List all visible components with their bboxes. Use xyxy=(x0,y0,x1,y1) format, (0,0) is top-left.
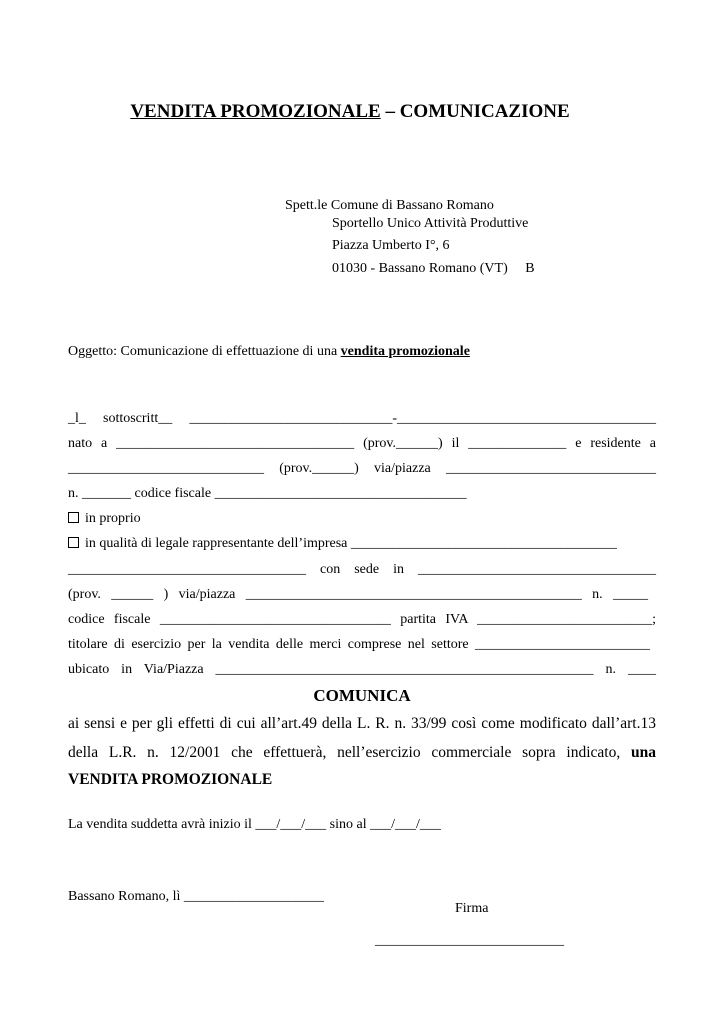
option-in-proprio-label: in proprio xyxy=(85,511,141,526)
dates-line: La vendita suddetta avrà inizio il ___/___/___ sino al ___/___/___ xyxy=(68,817,441,832)
comunica-paragraph-2-text: della L.R. n. 12/2001 che effettuerà, nell’esercizio commerciale sopra indicato, xyxy=(68,744,621,761)
comunica-heading: COMUNICA xyxy=(313,686,411,705)
recipient-suffix: B xyxy=(525,261,535,276)
form-line-ubicazione: ubicato in Via/Piazza ______________________________________________________ n. ____ xyxy=(68,662,656,677)
form-line-sottoscritto: _l_ sottoscritt__ _____________________________-_____________________________________ xyxy=(68,411,656,426)
form-line-via-piazza: (prov. ______ ) via/piazza ________________________________________________ n. _____ xyxy=(68,587,648,602)
place-date-line: Bassano Romano, lì ____________________ xyxy=(68,889,324,904)
checkbox-icon[interactable] xyxy=(68,512,79,523)
recipient-line-1: Spett.le Comune di Bassano Romano xyxy=(285,198,494,213)
comunica-paragraph-2 xyxy=(68,744,656,762)
option-legale-rappresentante[interactable] xyxy=(68,536,648,552)
form-line-nato: nato a __________________________________ (prov.______) il ______________ e residente a xyxy=(68,436,656,451)
signature-line[interactable]: ___________________________ xyxy=(375,933,564,948)
option-legale-label: in qualità di legale rappresentante dell’impresa ______________________________________ xyxy=(85,536,617,551)
document-title xyxy=(0,101,700,123)
recipient-line-3: Piazza Umberto I°, 6 xyxy=(332,238,450,253)
title-separator: – xyxy=(385,101,395,122)
subject-emphasis: vendita promozionale xyxy=(340,344,470,359)
form-line-sede: __________________________________ con sede in __________________________________ xyxy=(68,562,656,577)
form-line-settore: titolare di esercizio per la vendita delle merci comprese nel settore _________________________ xyxy=(68,637,650,652)
comunica-vendita-promozionale: VENDITA PROMOZIONALE xyxy=(68,771,273,788)
comunica-paragraph-1: ai sensi e per gli effetti di cui all’art.49 della L. R. n. 33/99 così come modificato dall’art.13 xyxy=(68,715,656,732)
title-sub: COMUNICAZIONE xyxy=(399,101,570,122)
recipient-line-2: Sportello Unico Attività Produttive xyxy=(332,216,529,231)
recipient-line-4 xyxy=(332,259,535,279)
subject-line xyxy=(68,344,470,360)
signature-label: Firma xyxy=(455,901,489,916)
subject-prefix: Oggetto: Comunicazione di effettuazione di una xyxy=(68,344,338,359)
option-in-proprio[interactable] xyxy=(68,511,656,527)
checkbox-icon[interactable] xyxy=(68,537,79,548)
title-main: VENDITA PROMOZIONALE xyxy=(130,101,381,122)
form-line-partita-iva: codice fiscale _________________________________ partita IVA _________________________; xyxy=(68,612,656,627)
recipient-city: 01030 - Bassano Romano (VT) xyxy=(332,261,508,276)
comunica-paragraph-2-bold: una xyxy=(631,744,657,761)
form-line-codice-fiscale: n. _______ codice fiscale ____________________________________ xyxy=(68,486,467,501)
form-line-residenza: ____________________________ (prov.______) via/piazza ______________________________ xyxy=(68,461,656,476)
